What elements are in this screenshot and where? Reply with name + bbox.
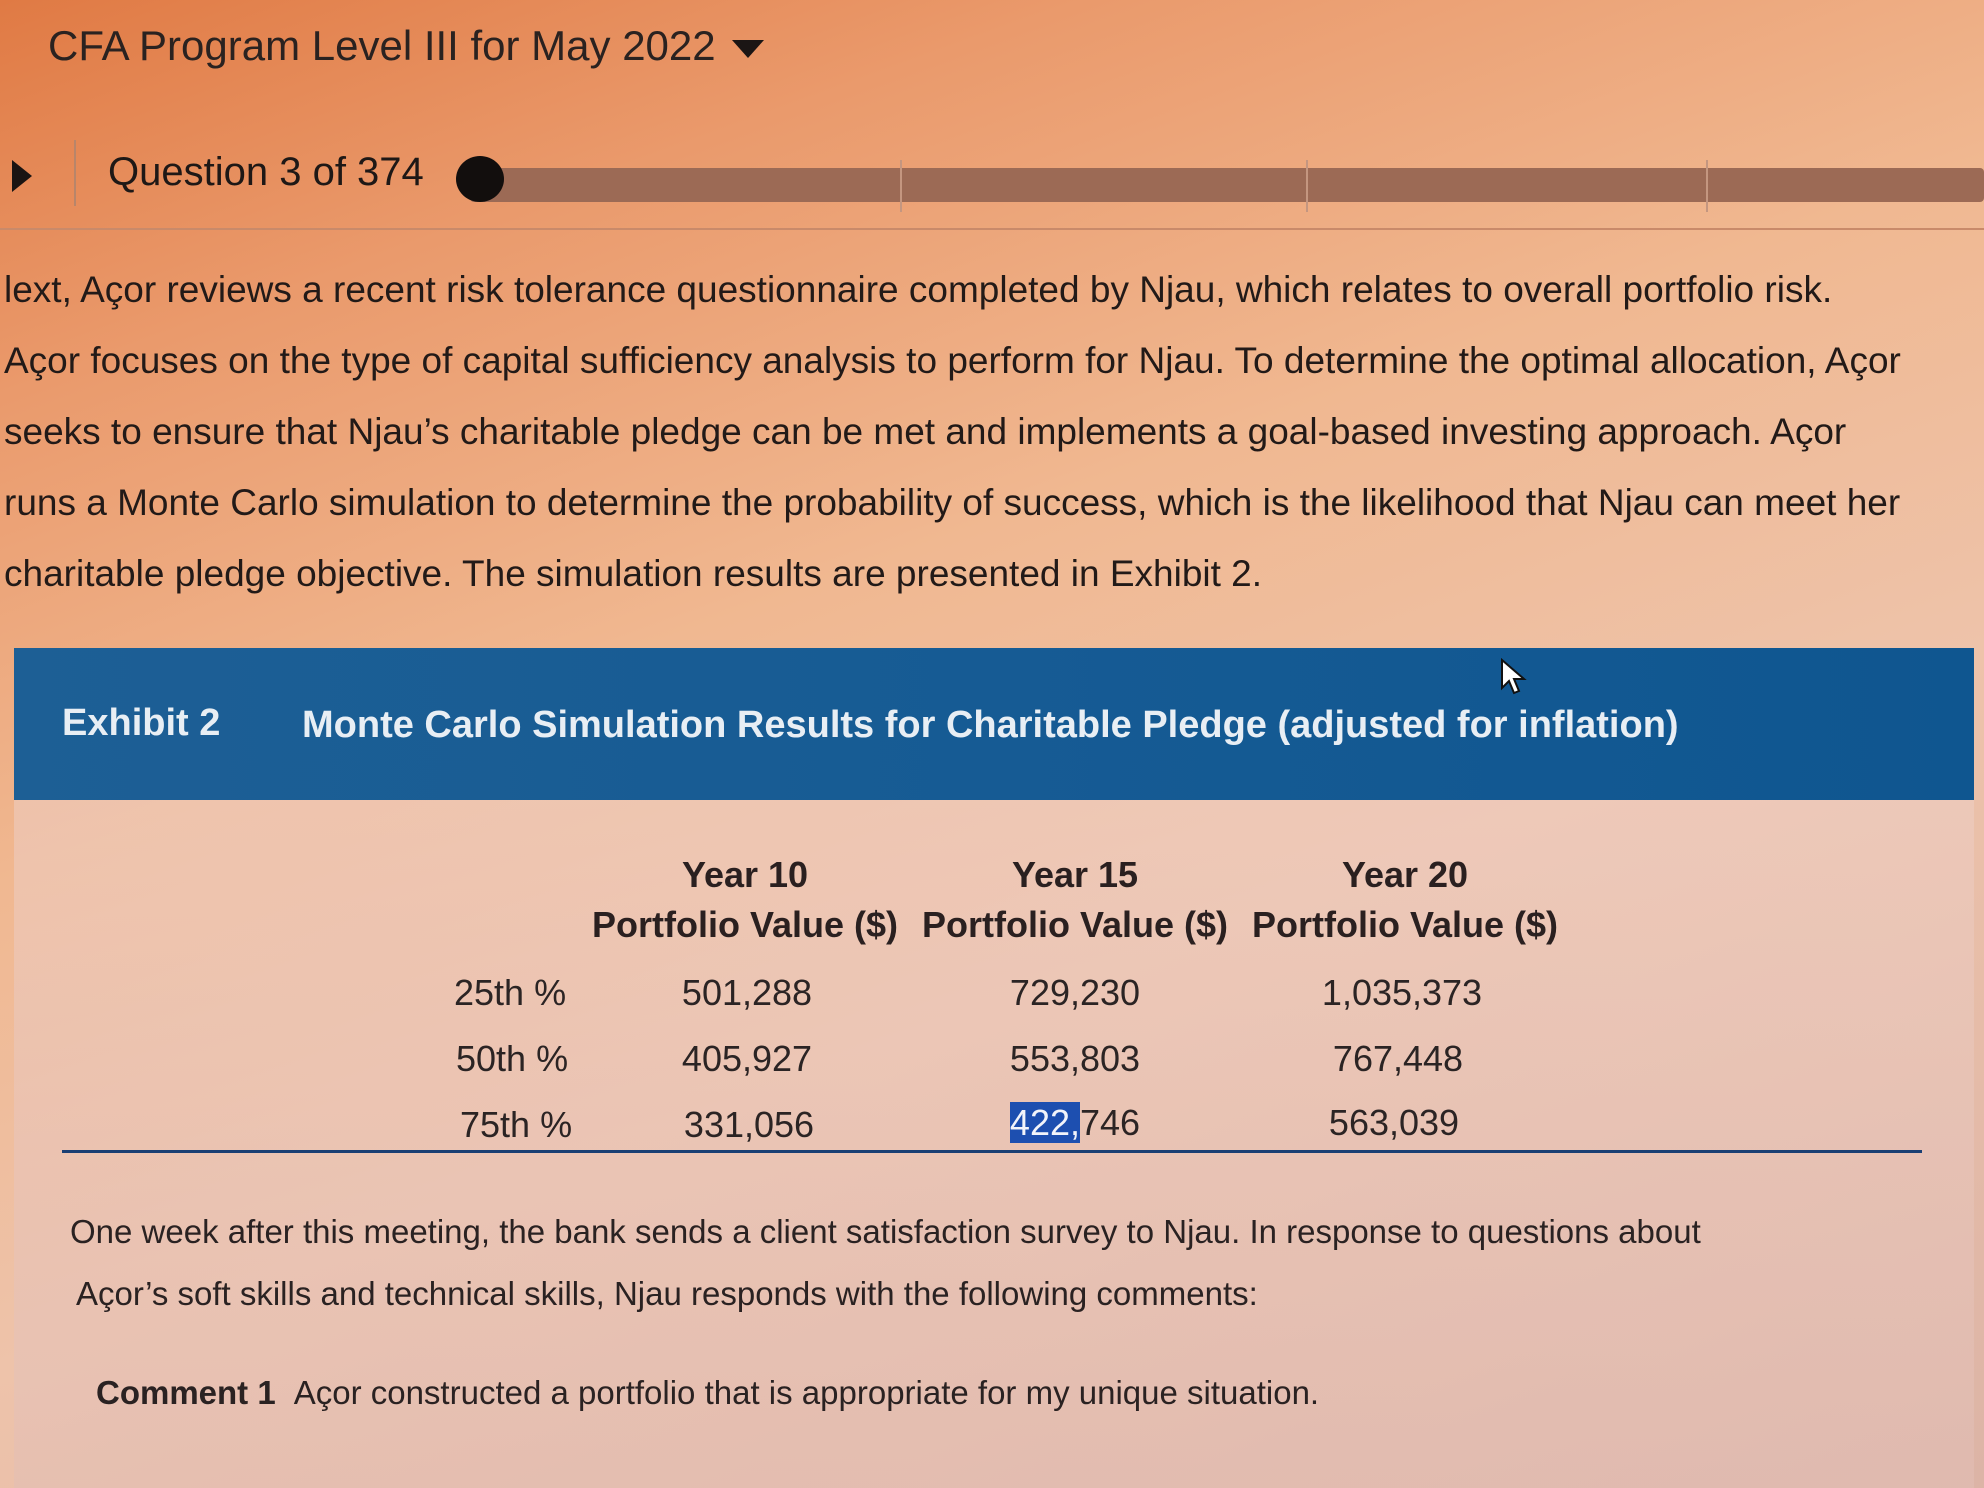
table-cell: 767,448 [1332, 1038, 1464, 1079]
row-label-50th: 50th % [456, 1038, 569, 1079]
column-header-year-10 [580, 850, 910, 950]
passage-line: Açor’s soft skills and technical skills, Njau responds with the following comments: [76, 1275, 1258, 1312]
table-cell-highlighted[interactable] [955, 1102, 1195, 1144]
passage-line: runs a Monte Carlo simulation to determine the probability of success, which is the likelihood that Njau can meet her [4, 482, 1901, 523]
row-label-75th: 75th % [460, 1104, 573, 1145]
exhibit-title: Monte Carlo Simulation Results for Charitable Pledge (adjusted for inflation) [302, 704, 1679, 746]
progress-handle[interactable] [456, 156, 504, 202]
column-subtitle: Portfolio Value ($) [1251, 904, 1559, 945]
progress-tick [900, 160, 902, 212]
divider [74, 140, 76, 206]
row-label-25th: 25th % [454, 972, 567, 1013]
exhibit-label: Exhibit 2 [62, 702, 221, 744]
comment-label: Comment 1 [96, 1374, 276, 1411]
question-passage [0, 254, 1980, 609]
passage-line: One week after this meeting, the bank sends a client satisfaction survey to Njau. In response to questions about [70, 1213, 1701, 1250]
passage-line: Açor focuses on the type of capital sufficiency analysis to perform for Njau. To determine the optimal allocation, Açor [4, 340, 1901, 381]
table-cell: 501,288 [681, 972, 813, 1013]
comment-1 [96, 1374, 1319, 1412]
table-cell: 331,056 [683, 1104, 815, 1145]
passage-line: charitable pledge objective. The simulation results are presented in Exhibit 2. [4, 553, 1263, 594]
text-rest: 746 [1080, 1102, 1141, 1143]
program-selector[interactable] [48, 22, 764, 70]
progress-bar[interactable] [470, 168, 1984, 202]
column-year: Year 10 [681, 854, 809, 895]
caret-down-icon [732, 40, 764, 58]
question-counter: Question 3 of 374 [108, 150, 424, 194]
column-header-year-20 [1240, 850, 1570, 950]
program-title: CFA Program Level III for May 2022 [48, 22, 716, 69]
text-selection: 422, [1009, 1102, 1080, 1143]
header-divider [0, 228, 1984, 230]
column-header-year-15 [910, 850, 1240, 950]
passage-line: lext, Açor reviews a recent risk tolerance questionnaire completed by Njau, which relates to overall portfolio risk. [4, 269, 1833, 310]
table-bottom-rule [62, 1150, 1922, 1153]
passage-line: seeks to ensure that Njau’s charitable pledge can be met and implements a goal-based investing approach. Açor [4, 411, 1847, 452]
table-cell: 1,035,373 [1321, 972, 1483, 1013]
mouse-pointer-icon [1500, 658, 1528, 696]
comment-text: Açor constructed a portfolio that is appropriate for my unique situation. [293, 1374, 1320, 1411]
play-icon[interactable] [12, 160, 32, 192]
table-cell: 563,039 [1328, 1102, 1460, 1143]
table-cell: 553,803 [1009, 1038, 1141, 1079]
progress-tick [1706, 160, 1708, 212]
column-subtitle: Portfolio Value ($) [591, 904, 899, 945]
progress-tick [1306, 160, 1308, 212]
table-cell: 405,927 [681, 1038, 813, 1079]
column-subtitle: Portfolio Value ($) [921, 904, 1229, 945]
table-cell: 729,230 [1009, 972, 1141, 1013]
column-year: Year 15 [1011, 854, 1139, 895]
column-year: Year 20 [1341, 854, 1469, 895]
